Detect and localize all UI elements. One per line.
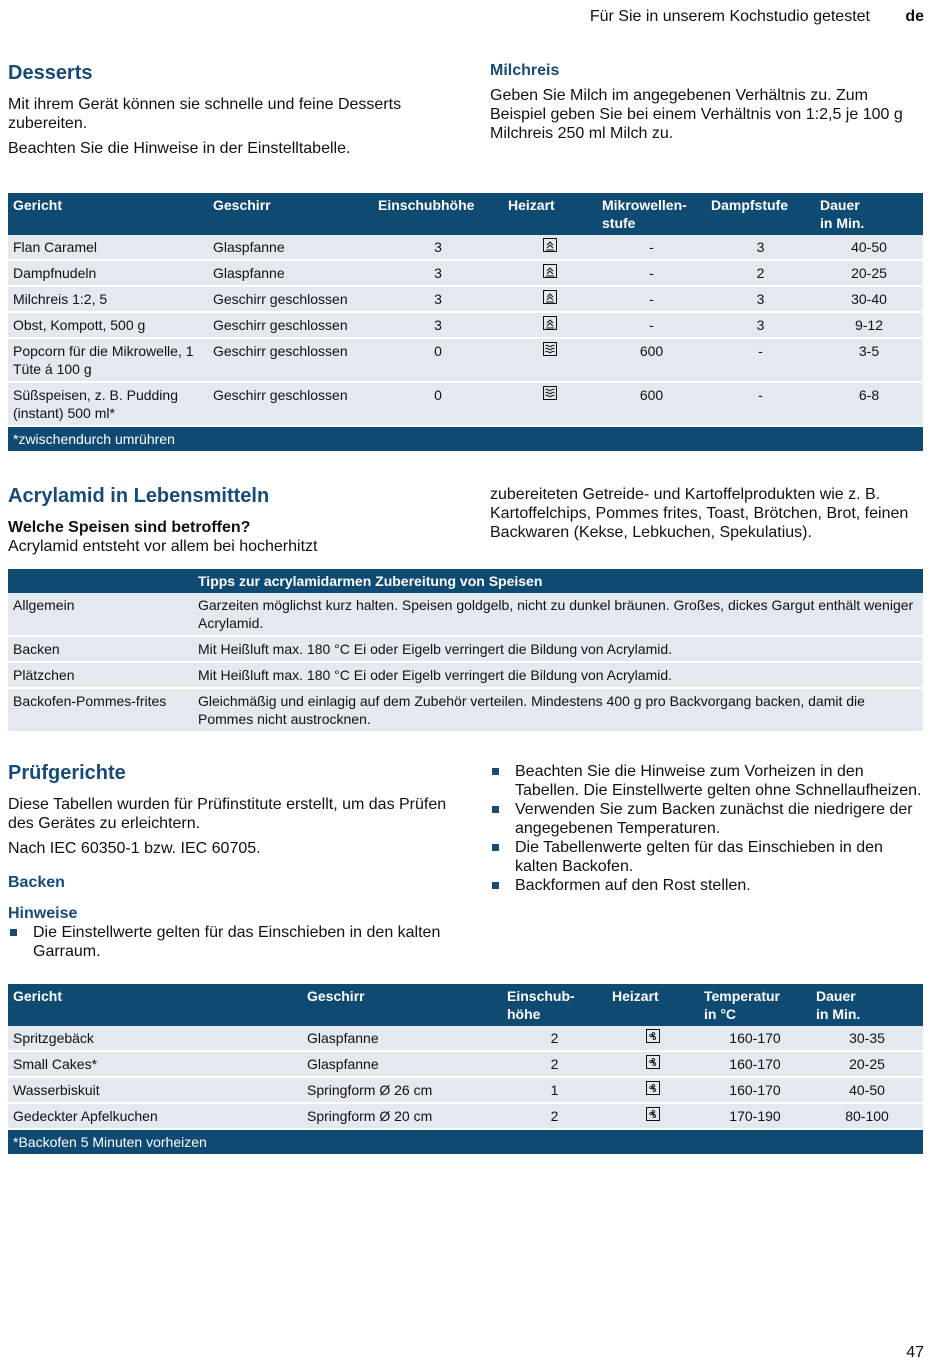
table-cell: Glaspfanne bbox=[208, 260, 373, 286]
table-cell: 80-100 bbox=[811, 1103, 923, 1129]
table-header-cell: Heizart bbox=[503, 193, 597, 235]
desserts-paragraph-1: Mit ihrem Gerät können sie schnelle und feine Desserts zubereiten. bbox=[8, 96, 402, 132]
backen-heading: Backen bbox=[8, 874, 65, 891]
table-cell: Gedeckter Apfelkuchen bbox=[8, 1103, 302, 1129]
table-cell: 3 bbox=[373, 235, 503, 260]
pruef-heading: Prüfgerichte bbox=[8, 762, 126, 784]
table-cell: 9-12 bbox=[815, 312, 923, 338]
milchreis-section bbox=[490, 62, 920, 143]
table-cell: 0 bbox=[373, 382, 503, 426]
table-cell: 600 bbox=[597, 338, 706, 382]
microwave-icon bbox=[543, 343, 557, 359]
table-cell: Garzeiten möglichst kurz halten. Speisen goldgelb, nicht zu dunkel bräunen. Großes, dickes Gargut enthält weniger Acrylamid. bbox=[193, 593, 923, 636]
heizart-cell bbox=[607, 1077, 699, 1103]
list-item: Verwenden Sie zum Backen zunächst die niedrigere der angegebenen Temperaturen. bbox=[490, 800, 925, 838]
table-cell: 20-25 bbox=[811, 1051, 923, 1077]
table-cell: Geschirr geschlossen bbox=[208, 286, 373, 312]
table-footnote: *Backofen 5 Minuten vorheizen bbox=[8, 1129, 923, 1155]
heizart-cell bbox=[503, 312, 597, 338]
table-cell: - bbox=[597, 286, 706, 312]
fan-icon bbox=[646, 1056, 660, 1072]
table-row bbox=[8, 688, 923, 732]
acrylamid-text-right-wrapper bbox=[490, 485, 920, 542]
table-cell: Glaspfanne bbox=[208, 235, 373, 260]
table-row bbox=[8, 286, 923, 312]
table-cell: 3 bbox=[706, 286, 815, 312]
heizart-cell bbox=[503, 286, 597, 312]
heizart-cell bbox=[607, 1026, 699, 1051]
table-cell: Plätzchen bbox=[8, 662, 193, 688]
table-cell: 20-25 bbox=[815, 260, 923, 286]
table-row bbox=[8, 1077, 923, 1103]
table-row bbox=[8, 235, 923, 260]
table-row bbox=[8, 1026, 923, 1051]
table-cell: Glaspfanne bbox=[302, 1026, 502, 1051]
pruef-section bbox=[8, 762, 448, 961]
steam-icon bbox=[543, 291, 557, 307]
desserts-paragraph-2: Beachten Sie die Hinweise in der Einstelltabelle. bbox=[8, 140, 351, 157]
heizart-cell bbox=[503, 338, 597, 382]
hinweise-list-right bbox=[490, 762, 925, 895]
pruef-paragraph-2: Nach IEC 60350-1 bzw. IEC 60705. bbox=[8, 840, 261, 857]
language-code: de bbox=[905, 8, 924, 25]
table-header-cell: Geschirr bbox=[302, 984, 502, 1026]
table-header-row bbox=[8, 193, 923, 235]
heizart-cell bbox=[503, 260, 597, 286]
list-item: Beachten Sie die Hinweise zum Vorheizen in den Tabellen. Die Einstellwerte gelten ohne Schnellaufheizen. bbox=[490, 762, 925, 800]
table-cell: 160-170 bbox=[699, 1051, 811, 1077]
table-cell: Springform Ø 26 cm bbox=[302, 1077, 502, 1103]
table-header-cell: Geschirr bbox=[208, 193, 373, 235]
fan-icon bbox=[646, 1108, 660, 1124]
acrylamid-tips-table bbox=[8, 569, 923, 733]
table-header-cell: Mikrowellen- stufe bbox=[597, 193, 706, 235]
table-cell: Backen bbox=[8, 636, 193, 662]
table-cell: 600 bbox=[597, 382, 706, 426]
table-header-cell: Gericht bbox=[8, 193, 208, 235]
table-cell: Mit Heißluft max. 180 °C Ei oder Eigelb verringert die Bildung von Acrylamid. bbox=[193, 636, 923, 662]
list-item: Die Tabellenwerte gelten für das Einschieben in den kalten Backofen. bbox=[490, 838, 925, 876]
table-cell: Glaspfanne bbox=[302, 1051, 502, 1077]
milchreis-heading: Milchreis bbox=[490, 62, 560, 79]
hinweise-heading: Hinweise bbox=[8, 905, 78, 922]
table-cell: Geschirr geschlossen bbox=[208, 312, 373, 338]
steam-icon bbox=[543, 317, 557, 333]
table-header-row bbox=[8, 984, 923, 1026]
table-footnote-row bbox=[8, 1129, 923, 1155]
hinweise-list-left bbox=[8, 923, 448, 961]
running-header: Für Sie in unserem Kochstudio getestet bbox=[589, 8, 870, 25]
baking-test-table bbox=[8, 984, 923, 1156]
table-cell: - bbox=[597, 260, 706, 286]
table-cell: 2 bbox=[502, 1026, 607, 1051]
table-cell: 160-170 bbox=[699, 1026, 811, 1051]
table-cell: 3 bbox=[706, 235, 815, 260]
table-cell: - bbox=[706, 338, 815, 382]
table-cell: Milchreis 1:2, 5 bbox=[8, 286, 208, 312]
table-header-cell: Dampfstufe bbox=[706, 193, 815, 235]
table-row bbox=[8, 636, 923, 662]
heizart-cell bbox=[503, 235, 597, 260]
pruef-paragraph-1: Diese Tabellen wurden für Prüfinstitute erstellt, um das Prüfen des Gerätes zu erleichtern. bbox=[8, 796, 447, 832]
table-cell: Backofen-Pommes-frites bbox=[8, 688, 193, 732]
microwave-icon bbox=[543, 387, 557, 403]
table-header-cell: Temperatur in °C bbox=[699, 984, 811, 1026]
table-header-cell: Heizart bbox=[607, 984, 699, 1026]
table-row bbox=[8, 260, 923, 286]
table-cell: 0 bbox=[373, 338, 503, 382]
acrylamid-text-right: zubereiteten Getreide- und Kartoffelprodukten wie z. B. Kartoffelchips, Pommes frites, Toast, Brötchen, Brot, feinen Backwaren (Kekse, Lebkuchen, Spekulatius). bbox=[490, 486, 909, 541]
table-cell: 30-35 bbox=[811, 1026, 923, 1051]
table-cell: 3 bbox=[373, 312, 503, 338]
heizart-cell bbox=[503, 382, 597, 426]
table-cell: 2 bbox=[502, 1103, 607, 1129]
list-item: Die Einstellwerte gelten für das Einschieben in den kalten Garraum. bbox=[8, 923, 448, 961]
table-cell: Springform Ø 20 cm bbox=[302, 1103, 502, 1129]
table-cell: 170-190 bbox=[699, 1103, 811, 1129]
acrylamid-section bbox=[8, 485, 458, 556]
table-row bbox=[8, 382, 923, 426]
table-cell: - bbox=[597, 312, 706, 338]
table-cell: Geschirr geschlossen bbox=[208, 382, 373, 426]
dessert-settings-table bbox=[8, 193, 923, 453]
table-header-cell: Dauer in Min. bbox=[811, 984, 923, 1026]
table-cell: Popcorn für die Mikrowelle, 1 Tüte á 100 g bbox=[8, 338, 208, 382]
table-footnote-row bbox=[8, 426, 923, 452]
table-header-row bbox=[8, 569, 923, 593]
table-cell: 3 bbox=[706, 312, 815, 338]
heizart-cell bbox=[607, 1103, 699, 1129]
table-cell: Mit Heißluft max. 180 °C Ei oder Eigelb verringert die Bildung von Acrylamid. bbox=[193, 662, 923, 688]
table-row bbox=[8, 593, 923, 636]
table-row bbox=[8, 1103, 923, 1129]
table-cell: 1 bbox=[502, 1077, 607, 1103]
table-row bbox=[8, 338, 923, 382]
table-row bbox=[8, 1051, 923, 1077]
table-header-cell: Einschub- höhe bbox=[502, 984, 607, 1026]
page-number: 47 bbox=[906, 1344, 924, 1361]
table-cell: 6-8 bbox=[815, 382, 923, 426]
table-header-cell: Gericht bbox=[8, 984, 302, 1026]
table-header-empty bbox=[8, 569, 193, 593]
table-row bbox=[8, 312, 923, 338]
table-cell: Dampfnudeln bbox=[8, 260, 208, 286]
table-cell: - bbox=[706, 382, 815, 426]
table-cell: 30-40 bbox=[815, 286, 923, 312]
desserts-section bbox=[8, 62, 458, 158]
table-cell: 40-50 bbox=[811, 1077, 923, 1103]
table-cell: 2 bbox=[706, 260, 815, 286]
table-cell: - bbox=[597, 235, 706, 260]
milchreis-text: Geben Sie Milch im angegebenen Verhältnis zu. Zum Beispiel geben Sie bei einem Verhältnis von 1:2,5 je 100 g Milchreis 250 ml Milch zu. bbox=[490, 87, 903, 142]
table-header-cell: Einschubhöhe bbox=[373, 193, 503, 235]
table-cell: Obst, Kompott, 500 g bbox=[8, 312, 208, 338]
steam-icon bbox=[543, 265, 557, 281]
table-cell: 160-170 bbox=[699, 1077, 811, 1103]
table-header-cell: Tipps zur acrylamidarmen Zubereitung von Speisen bbox=[193, 569, 923, 593]
table-cell: Wasserbiskuit bbox=[8, 1077, 302, 1103]
fan-icon bbox=[646, 1030, 660, 1046]
acrylamid-subheading: Welche Speisen sind betroffen? bbox=[8, 519, 251, 536]
table-cell: Geschirr geschlossen bbox=[208, 338, 373, 382]
hinweise-list-right-wrapper bbox=[490, 762, 925, 895]
desserts-heading: Desserts bbox=[8, 62, 93, 84]
steam-icon bbox=[543, 239, 557, 255]
table-row bbox=[8, 662, 923, 688]
table-footnote: *zwischendurch umrühren bbox=[8, 426, 923, 452]
table-cell: 2 bbox=[502, 1051, 607, 1077]
table-cell: 3 bbox=[373, 286, 503, 312]
acrylamid-text-left: Acrylamid entsteht vor allem bei hocherhitzt bbox=[8, 538, 318, 555]
acrylamid-heading: Acrylamid in Lebensmitteln bbox=[8, 485, 270, 507]
table-cell: Small Cakes* bbox=[8, 1051, 302, 1077]
fan-icon bbox=[646, 1082, 660, 1098]
table-cell: Süßspeisen, z. B. Pudding (instant) 500 ml* bbox=[8, 382, 208, 426]
table-cell: Spritzgebäck bbox=[8, 1026, 302, 1051]
table-cell: 3 bbox=[373, 260, 503, 286]
table-cell: Allgemein bbox=[8, 593, 193, 636]
table-cell: Flan Caramel bbox=[8, 235, 208, 260]
table-cell: 3-5 bbox=[815, 338, 923, 382]
heizart-cell bbox=[607, 1051, 699, 1077]
table-cell: Gleichmäßig und einlagig auf dem Zubehör verteilen. Mindestens 400 g pro Backvorgang backen, damit die Pommes nicht austrocknen. bbox=[193, 688, 923, 732]
list-item: Backformen auf den Rost stellen. bbox=[490, 876, 925, 895]
table-cell: 40-50 bbox=[815, 235, 923, 260]
table-header-cell: Dauer in Min. bbox=[815, 193, 923, 235]
